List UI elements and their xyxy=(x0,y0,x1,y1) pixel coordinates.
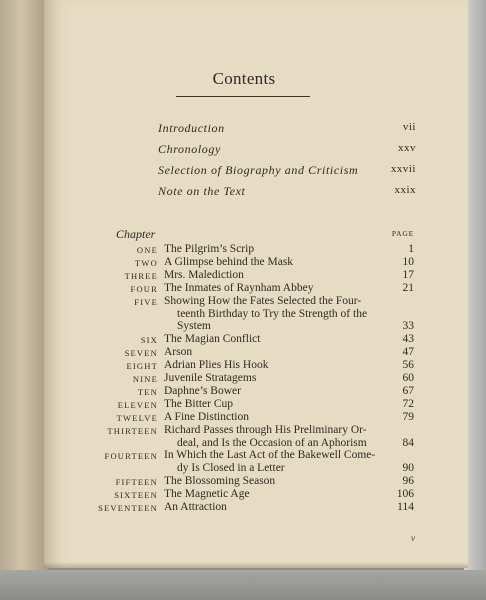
chapter-number: TWO xyxy=(135,257,158,268)
chapter-number: THREE xyxy=(124,270,158,281)
front-matter-title: Introduction xyxy=(158,121,225,135)
front-matter-entry xyxy=(158,142,416,158)
chapter-page-number: 96 xyxy=(402,475,414,488)
chapter-number: SEVENTEEN xyxy=(98,503,158,513)
page-column-label: PAGE xyxy=(391,229,414,238)
chapter-number: THIRTEEN xyxy=(107,425,158,436)
chapter-title-line: The Magnetic Age xyxy=(164,488,250,501)
chapter-page-number: 114 xyxy=(397,501,414,513)
table-surface xyxy=(0,570,486,600)
page-title: Contents xyxy=(212,69,276,88)
front-matter-page: xxvii xyxy=(390,163,416,175)
chapter-title-line: System xyxy=(177,320,211,333)
chapter-number: SEVEN xyxy=(124,348,158,359)
chapter-title-line: deal, and Is the Occasion of an Aphorism xyxy=(177,436,367,449)
chapter-title-line: Showing How the Fates Selected the Four- xyxy=(164,294,362,307)
front-matter-entry xyxy=(158,163,416,179)
front-matter-page: xxv xyxy=(398,142,416,154)
chapter-title-line: A Glimpse behind the Mask xyxy=(164,255,294,268)
chapter-title-line: The Inmates of Raynham Abbey xyxy=(164,281,314,294)
chapter-page-number: 21 xyxy=(402,281,414,294)
chapter-title-line: Richard Passes through His Preliminary Or- xyxy=(164,423,367,436)
chapter-title-line: Mrs. Malediction xyxy=(164,268,244,281)
chapter-number: NINE xyxy=(132,374,158,384)
chapter-title-line: The Pilgrim’s Scrip xyxy=(164,243,255,255)
chapter-page-number: 84 xyxy=(402,436,414,449)
chapter-title-line: Daphne’s Bower xyxy=(164,384,241,397)
front-matter-entry xyxy=(158,184,416,200)
chapter-title-line: An Attraction xyxy=(164,501,227,513)
chapter-title-line: Adrian Plies His Hook xyxy=(164,359,269,372)
heading-divider xyxy=(176,96,310,97)
chapter-title-line: Arson xyxy=(164,346,193,359)
chapter-number: TWELVE xyxy=(116,412,158,423)
chapter-page-number: 106 xyxy=(396,488,414,501)
front-matter-title: Selection of Biography and Criticism xyxy=(158,163,359,177)
front-matter-page: xxix xyxy=(394,184,416,196)
chapter-page-number: 56 xyxy=(402,359,414,372)
chapter-number: ONE xyxy=(136,245,158,255)
chapter-page-number: 79 xyxy=(402,410,414,423)
chapter-number: TEN xyxy=(137,386,158,397)
chapter-title-line: The Bitter Cup xyxy=(164,397,233,410)
chapter-title-line: The Magian Conflict xyxy=(164,333,261,346)
chapter-page-number: 67 xyxy=(402,384,414,397)
chapter-page-number: 60 xyxy=(402,372,414,384)
folio-mark: v xyxy=(411,533,415,543)
page-shadow xyxy=(44,562,468,568)
front-matter-title: Chronology xyxy=(158,142,221,156)
chapter-title-line: teenth Birthday to Try the Strength of the xyxy=(177,307,368,320)
chapter-column-label: Chapter xyxy=(116,227,156,241)
chapter-number: ELEVEN xyxy=(117,399,158,410)
chapter-title-line: In Which the Last Act of the Bakewell Come- xyxy=(164,449,376,462)
chapter-number: FOUR xyxy=(130,283,158,294)
chapter-title-line: The Blossoming Season xyxy=(164,475,276,488)
chapter-page-number: 47 xyxy=(402,346,414,359)
chapter-page-number: 72 xyxy=(402,397,414,410)
chapter-page-number: 1 xyxy=(408,243,414,255)
chapter-number: FIVE xyxy=(134,296,158,307)
chapter-number: SIXTEEN xyxy=(114,490,158,501)
book-page xyxy=(44,0,468,568)
chapter-page-number: 10 xyxy=(402,255,414,268)
chapter-title-line: A Fine Distinction xyxy=(164,410,249,423)
chapter-number: SIX xyxy=(140,335,158,346)
chapter-page-number: 43 xyxy=(402,333,414,346)
chapter-page-number: 17 xyxy=(402,268,414,281)
chapter-title-line: dy Is Closed in a Letter xyxy=(177,462,285,475)
front-matter-title: Note on the Text xyxy=(158,184,246,198)
front-matter-page: vii xyxy=(402,121,416,133)
chapter-number: EIGHT xyxy=(126,361,158,372)
chapter-number: FOURTEEN xyxy=(104,451,158,462)
chapter-title-line: Juvenile Stratagems xyxy=(164,372,257,384)
front-matter-entry xyxy=(158,121,416,137)
chapter-number: FIFTEEN xyxy=(115,477,158,488)
book-left-page-edge xyxy=(0,0,48,600)
chapter-page-number: 33 xyxy=(402,320,414,333)
chapter-page-number: 90 xyxy=(402,462,414,475)
